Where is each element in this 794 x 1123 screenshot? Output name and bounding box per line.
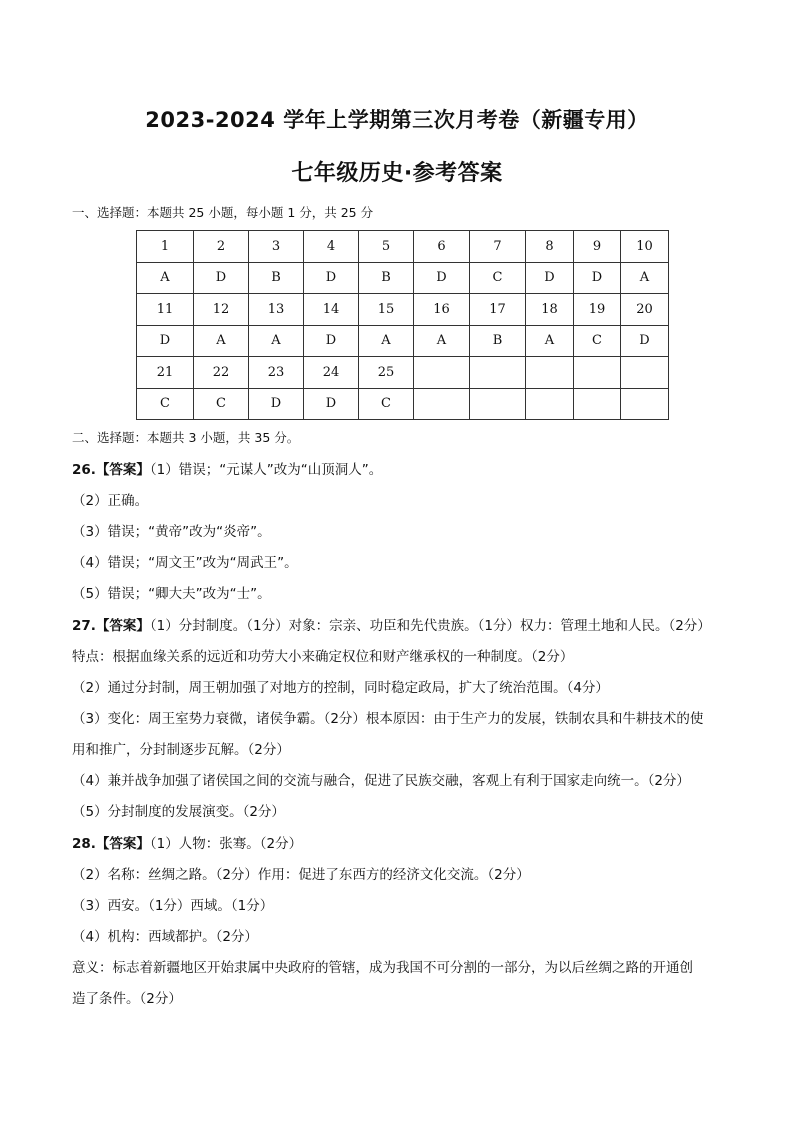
- question-number-cell: [470, 357, 526, 389]
- answer-key-cell: [526, 388, 574, 420]
- question-number-cell: 2: [194, 231, 249, 263]
- question-number-cell: 21: [137, 357, 194, 389]
- answer-key-cell: D: [304, 325, 359, 357]
- q26-answer-3: （3）错误；“黄帝”改为“炎帝”。: [72, 524, 271, 540]
- answer-key-cell: [574, 388, 621, 420]
- answer-key-cell: C: [137, 388, 194, 420]
- question-number-cell: [526, 357, 574, 389]
- q28-answer-3: （3）西安。（1分）西域。（1分）: [72, 898, 274, 914]
- q28-answer-5: 意义：标志着新疆地区开始隶属中央政府的管辖，成为我国不可分割的一部分，为以后丝绸之路的开通创: [72, 960, 693, 976]
- question-number-cell: 17: [470, 294, 526, 326]
- q27-answer-3: （2）通过分封制，周王朝加强了对地方的控制，同时稳定政局，扩大了统治范围。（4分）: [72, 680, 609, 696]
- answer-key-cell: A: [194, 325, 249, 357]
- question-number-cell: 6: [414, 231, 470, 263]
- question-number-cell: 16: [414, 294, 470, 326]
- answer-key-cell: A: [359, 325, 414, 357]
- section2-heading: 二、选择题：本题共 3 小题，共 35 分。: [72, 430, 300, 445]
- answer-key-cell: D: [621, 325, 669, 357]
- q27-answer-1: （1）分封制度。（1分）对象：宗亲、功臣和先代贵族。（1分）权力：管理土地和人民。（2分）: [149, 618, 711, 634]
- answer-key-cell: D: [526, 262, 574, 294]
- answer-key-cell: D: [137, 325, 194, 357]
- answer-key-cell: A: [249, 325, 304, 357]
- question-number-row: [137, 231, 669, 263]
- q28-answer-6: 造了条件。（2分）: [72, 991, 182, 1007]
- question-number-cell: 14: [304, 294, 359, 326]
- question-number-row: [137, 294, 669, 326]
- answer-key-cell: A: [414, 325, 470, 357]
- answer-key-cell: D: [414, 262, 470, 294]
- q28-answer-1: （1）人物：张骞。（2分）: [149, 836, 303, 852]
- answer-key-cell: C: [470, 262, 526, 294]
- question-number-cell: [621, 357, 669, 389]
- answer-table: [136, 230, 669, 420]
- question-number-cell: 23: [249, 357, 304, 389]
- answer-key-cell: B: [470, 325, 526, 357]
- question-number-cell: 20: [621, 294, 669, 326]
- question-number-cell: 13: [249, 294, 304, 326]
- answer-key-row: [137, 388, 669, 420]
- question-number-cell: 15: [359, 294, 414, 326]
- q26-label: 26.【答案】: [72, 462, 150, 478]
- question-number-cell: 8: [526, 231, 574, 263]
- q26-answer-1: （1）错误；“元谋人”改为“山顶洞人”。: [149, 462, 383, 478]
- q27-answer-7: （5）分封制度的发展演变。（2分）: [72, 804, 285, 820]
- question-number-cell: 12: [194, 294, 249, 326]
- section1-heading: 一、选择题：本题共 25 小题，每小题 1 分，共 25 分: [72, 205, 374, 220]
- q27-answer-2: 特点：根据血缘关系的远近和功劳大小来确定权位和财产继承权的一种制度。（2分）: [72, 649, 574, 665]
- q26-line-1: [72, 460, 732, 480]
- answer-key-cell: A: [526, 325, 574, 357]
- answer-key-cell: C: [359, 388, 414, 420]
- page-subtitle: 七年级历史·参考答案: [291, 161, 503, 186]
- q27-answer-6: （4）兼并战争加强了诸侯国之间的交流与融合，促进了民族交融，客观上有利于国家走向统一。（2分）: [72, 773, 690, 789]
- question-number-cell: 10: [621, 231, 669, 263]
- question-number-cell: 25: [359, 357, 414, 389]
- question-number-cell: 22: [194, 357, 249, 389]
- q27-answer-4: （3）变化：周王室势力衰微，诸侯争霸。（2分）根本原因：由于生产力的发展，铁制农具和牛耕技术的使: [72, 711, 704, 727]
- question-number-row: [137, 357, 669, 389]
- question-number-cell: 1: [137, 231, 194, 263]
- question-number-cell: [574, 357, 621, 389]
- q26-answer-5: （5）错误；“卿大夫”改为“士”。: [72, 586, 271, 602]
- q28-label: 28.【答案】: [72, 836, 150, 852]
- answer-key-cell: C: [194, 388, 249, 420]
- page-title: 2023-2024 学年上学期第三次月考卷（新疆专用）: [145, 108, 649, 132]
- question-number-cell: 11: [137, 294, 194, 326]
- answer-key-cell: A: [137, 262, 194, 294]
- q26-answer-4: （4）错误；“周文王”改为“周武王”。: [72, 555, 298, 571]
- question-number-cell: 5: [359, 231, 414, 263]
- answer-key-cell: B: [249, 262, 304, 294]
- question-number-cell: [414, 357, 470, 389]
- question-number-cell: 19: [574, 294, 621, 326]
- answer-key-cell: A: [621, 262, 669, 294]
- q27-label: 27.【答案】: [72, 618, 150, 634]
- q26-answer-2: （2）正确。: [72, 493, 149, 509]
- answer-key-cell: D: [194, 262, 249, 294]
- answer-key-cell: D: [304, 262, 359, 294]
- q28-line-1: [72, 834, 732, 854]
- answer-key-cell: B: [359, 262, 414, 294]
- q27-answer-5: 用和推广，分封制逐步瓦解。（2分）: [72, 742, 290, 758]
- question-number-cell: 9: [574, 231, 621, 263]
- question-number-cell: 24: [304, 357, 359, 389]
- answer-key-row: [137, 262, 669, 294]
- question-number-cell: 4: [304, 231, 359, 263]
- question-number-cell: 7: [470, 231, 526, 263]
- q28-answer-2: （2）名称：丝绸之路。（2分）作用：促进了东西方的经济文化交流。（2分）: [72, 867, 530, 883]
- question-number-cell: 18: [526, 294, 574, 326]
- answer-key-cell: [470, 388, 526, 420]
- question-number-cell: 3: [249, 231, 304, 263]
- answer-key-row: [137, 325, 669, 357]
- answer-key-cell: D: [304, 388, 359, 420]
- answer-key-cell: [621, 388, 669, 420]
- q27-line-1: [72, 616, 732, 636]
- q28-answer-4: （4）机构：西域都护。（2分）: [72, 929, 258, 945]
- answer-key-cell: [414, 388, 470, 420]
- answer-key-cell: C: [574, 325, 621, 357]
- answer-key-cell: D: [249, 388, 304, 420]
- answer-key-cell: D: [574, 262, 621, 294]
